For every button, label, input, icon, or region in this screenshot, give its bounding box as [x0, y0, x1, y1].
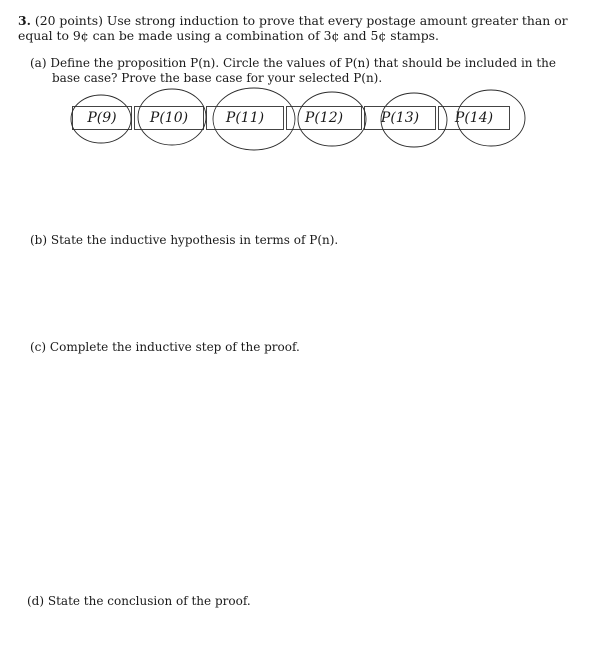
- part-a-label: (a): [30, 56, 47, 70]
- case-box-10[interactable]: [134, 106, 204, 130]
- part-c-text: Complete the inductive step of the proof.: [49, 340, 300, 354]
- part-d-label: (d): [27, 594, 45, 608]
- part-b: [30, 233, 338, 248]
- part-b-text: State the inductive hypothesis in terms of P(n).: [50, 233, 339, 247]
- case-box-11[interactable]: [206, 106, 284, 130]
- case-box-9[interactable]: [72, 106, 132, 130]
- case-label: P(11): [225, 110, 265, 126]
- case-label: P(14): [454, 110, 494, 126]
- part-a-text-2: base case? Prove the base case for your selected P(n).: [52, 71, 383, 85]
- part-d-text: State the conclusion of the proof.: [47, 594, 251, 608]
- part-a-text-1: Define the proposition P(n). Circle the values of P(n) that should be included in the: [50, 56, 556, 70]
- part-c: [30, 340, 300, 355]
- question-header: [18, 13, 590, 43]
- part-c-label: (c): [30, 340, 47, 354]
- part-d: [27, 594, 251, 609]
- case-box-13[interactable]: [364, 106, 436, 130]
- base-case-options: [72, 106, 512, 130]
- case-label: P(9): [87, 110, 117, 126]
- question-text: (20 points) Use strong induction to prove that every postage amount greater than or equal to 9¢ can be made using a combination of 3¢ and 5¢ stamps.: [18, 13, 568, 43]
- case-label: P(13): [380, 110, 420, 126]
- case-label: P(12): [304, 110, 344, 126]
- question-number: 3.: [18, 13, 31, 28]
- case-box-12[interactable]: [286, 106, 362, 130]
- part-a: [30, 56, 590, 86]
- case-box-14[interactable]: [438, 106, 510, 130]
- part-b-label: (b): [30, 233, 48, 247]
- case-label: P(10): [149, 110, 189, 126]
